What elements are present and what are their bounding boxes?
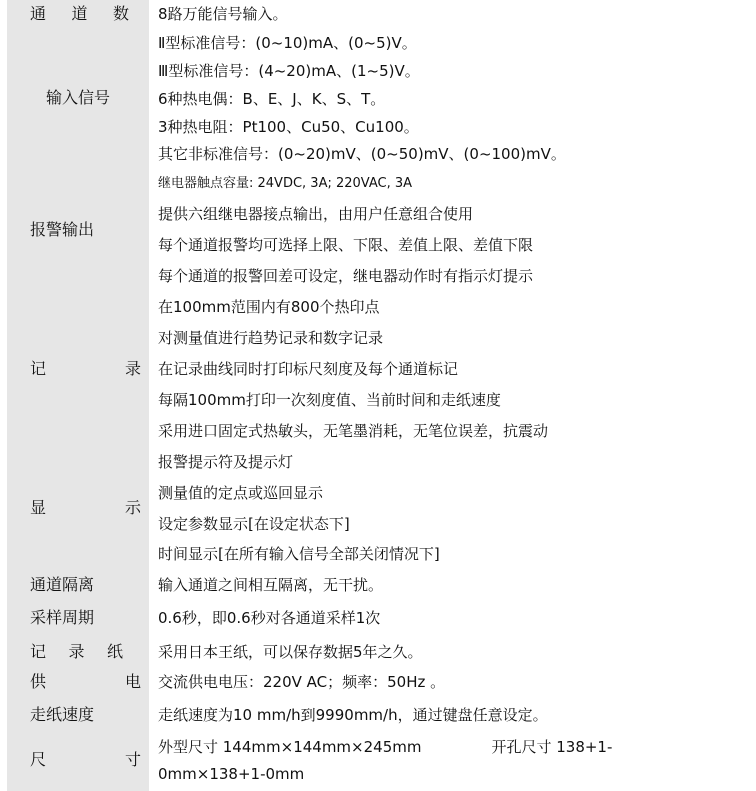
label-size: 尺 寸 bbox=[30, 750, 141, 769]
record-line: 对测量值进行趋势记录和数字记录 bbox=[158, 329, 384, 347]
label-sampling: 采样周期 bbox=[30, 608, 95, 627]
display-line: 测量值的定点或巡回显示 bbox=[158, 484, 324, 502]
label-channels: 通 道 数 bbox=[30, 4, 129, 23]
power-value: 交流供电电压：220V AC；频率：50Hz 。 bbox=[158, 673, 446, 691]
input-signal-line: 6种热电偶：B、E、J、K、S、T。 bbox=[158, 90, 386, 108]
alarm-output-line: 提供六组继电器接点输出，由用户任意组合使用 bbox=[158, 205, 474, 223]
alarm-output-line: 每个通道的报警回差可设定，继电器动作时有指示灯提示 bbox=[158, 267, 534, 285]
input-signal-line: 3种热电阻：Pt100、Cu50、Cu100。 bbox=[158, 118, 419, 136]
record-line: 在100mm范围内有800个热印点 bbox=[158, 298, 380, 316]
size-value bbox=[158, 734, 718, 788]
paper-speed-value: 走纸速度为10 mm/h到9990mm/h，通过键盘任意设定。 bbox=[158, 706, 548, 724]
size-cutout: 开孔尺寸 138+1-0mm×138+1-0mm bbox=[158, 738, 613, 783]
input-signal-line: 其它非标准信号：(0~20)mV、(0~50)mV、(0~100)mV。 bbox=[158, 145, 566, 163]
input-signal-line: Ⅱ型标准信号：(0~10)mA、(0~5)V。 bbox=[158, 34, 417, 52]
sampling-value: 0.6秒，即0.6秒对各通道采样1次 bbox=[158, 609, 381, 627]
display-line: 设定参数显示[在设定状态下] bbox=[158, 515, 350, 533]
label-paper-speed: 走纸速度 bbox=[30, 705, 95, 724]
label-input-signal: 输入信号 bbox=[45, 88, 110, 107]
label-column bbox=[7, 0, 149, 791]
size-outer: 外型尺寸 144mm×144mm×245mm bbox=[158, 738, 422, 756]
label-display: 显 示 bbox=[30, 498, 141, 517]
label-record: 记 录 bbox=[30, 359, 141, 378]
label-alarm-output: 报警输出 bbox=[30, 220, 95, 239]
label-paper: 记 录 纸 bbox=[30, 642, 123, 661]
display-line: 时间显示[在所有输入信号全部关闭情况下] bbox=[158, 545, 440, 563]
display-line: 报警提示符及提示灯 bbox=[158, 453, 294, 471]
label-isolation: 通道隔离 bbox=[30, 575, 95, 594]
record-line: 采用进口固定式热敏头，无笔墨消耗，无笔位误差，抗震动 bbox=[158, 422, 549, 440]
isolation-value: 输入通道之间相互隔离，无干扰。 bbox=[158, 576, 384, 594]
record-line: 在记录曲线同时打印标尺刻度及每个通道标记 bbox=[158, 360, 459, 378]
input-signal-line: Ⅲ型标准信号：(4~20)mA、(1~5)V。 bbox=[158, 62, 420, 80]
paper-value: 采用日本王纸，可以保存数据5年之久。 bbox=[158, 643, 423, 661]
alarm-output-line: 继电器触点容量: 24VDC, 3A; 220VAC, 3A bbox=[158, 176, 413, 191]
channels-value: 8路万能信号输入。 bbox=[158, 5, 288, 23]
label-power: 供 电 bbox=[30, 672, 141, 691]
record-line: 每隔100mm打印一次刻度值、当前时间和走纸速度 bbox=[158, 391, 501, 409]
alarm-output-line: 每个通道报警均可选择上限、下限、差值上限、差值下限 bbox=[158, 236, 534, 254]
